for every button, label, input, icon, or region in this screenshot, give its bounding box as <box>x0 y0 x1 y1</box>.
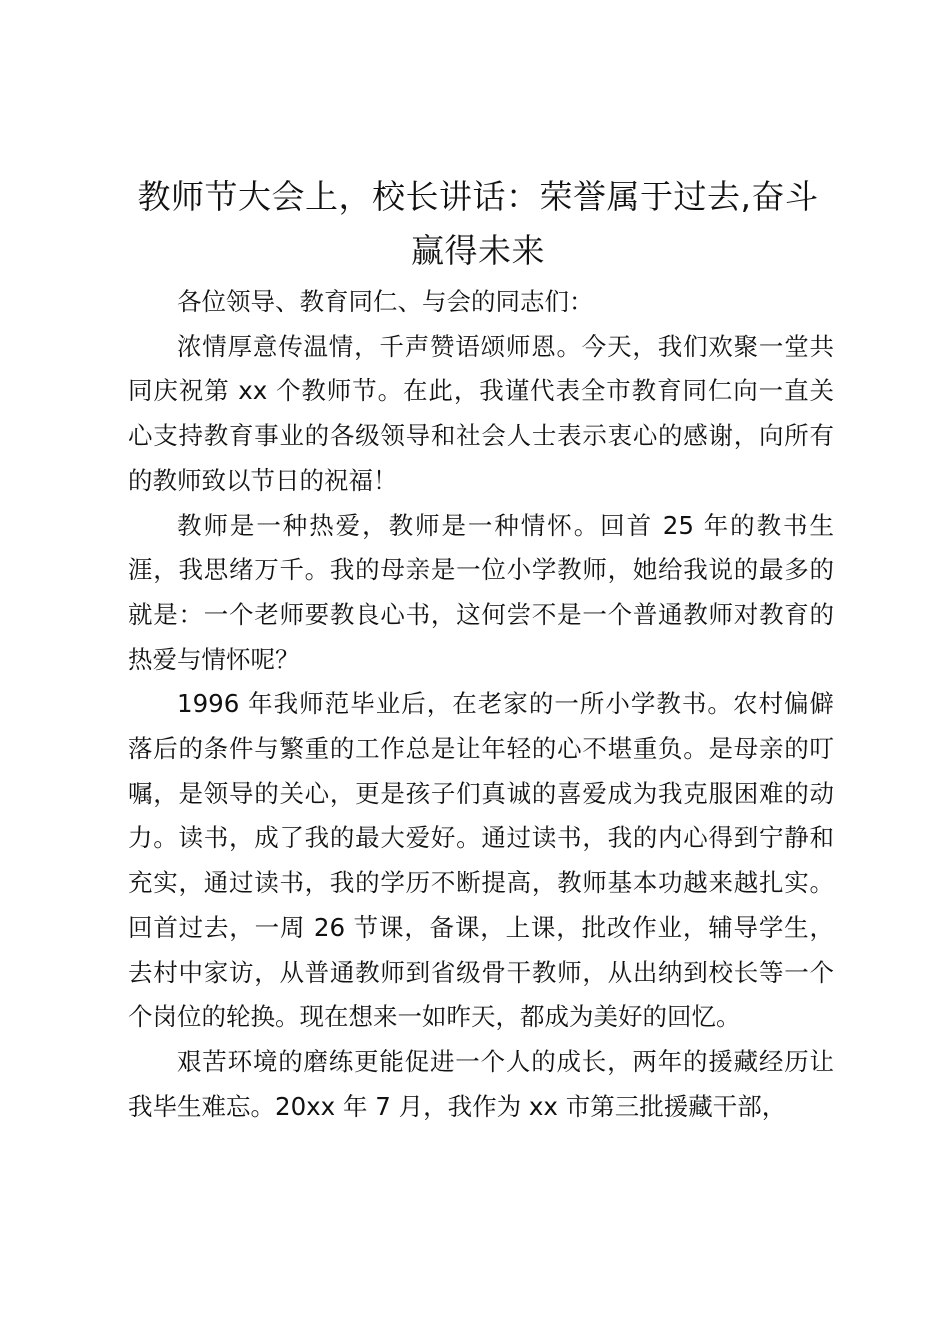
paragraph-tibet-aid: 艰苦环境的磨练更能促进一个人的成长，两年的援藏经历让我毕生难忘。20xx 年 7 月，我作为 xx 市第三批援藏干部， <box>128 1046 834 1121</box>
paragraph-opening: 浓情厚意传温情，千声赞语颂师恩。今天，我们欢聚一堂共同庆祝第 xx 个教师节。在此，我谨代表全市教育同仁向一直关心支持教育事业的各级领导和社会人士表示衷心的感谢，向所有的教师致以节日的祝福！ <box>128 331 834 495</box>
paragraph-career-1996: 1996 年我师范毕业后，在老家的一所小学教书。农村偏僻落后的条件与繁重的工作总是让年轻的心不堪重负。是母亲的叮嘱，是领导的关心，更是孩子们真诚的喜爱成为我克服困难的动力。读书，成了我的最大爱好。通过读书，我的内心得到宁静和充实，通过读书，我的学历不断提高，教师基本功越来越扎实。回首过去，一周 26 节课，备课，上课，批改作业，辅导学生，去村中家访，从普通教师到省级骨干教师，从出纳到校长等一个个岗位的轮换。现在想来一如昨天，都成为美好的回忆。 <box>128 689 834 1032</box>
paragraph-greeting: 各位领导、教育同仁、与会的同志们： <box>177 287 594 316</box>
paragraph-teacher-passion: 教师是一种热爱，教师是一种情怀。回首 25 年的教书生涯，我思绪万千。我的母亲是一位小学教师，她给我说的最多的就是：一个老师要教良心书，这何尝不是一个普通教师对教育的热爱与情怀呢？ <box>128 510 834 674</box>
document-body <box>128 280 834 1129</box>
document-title: 教师节大会上，校长讲话：荣誉属于过去,奋斗赢得未来 <box>137 177 819 270</box>
